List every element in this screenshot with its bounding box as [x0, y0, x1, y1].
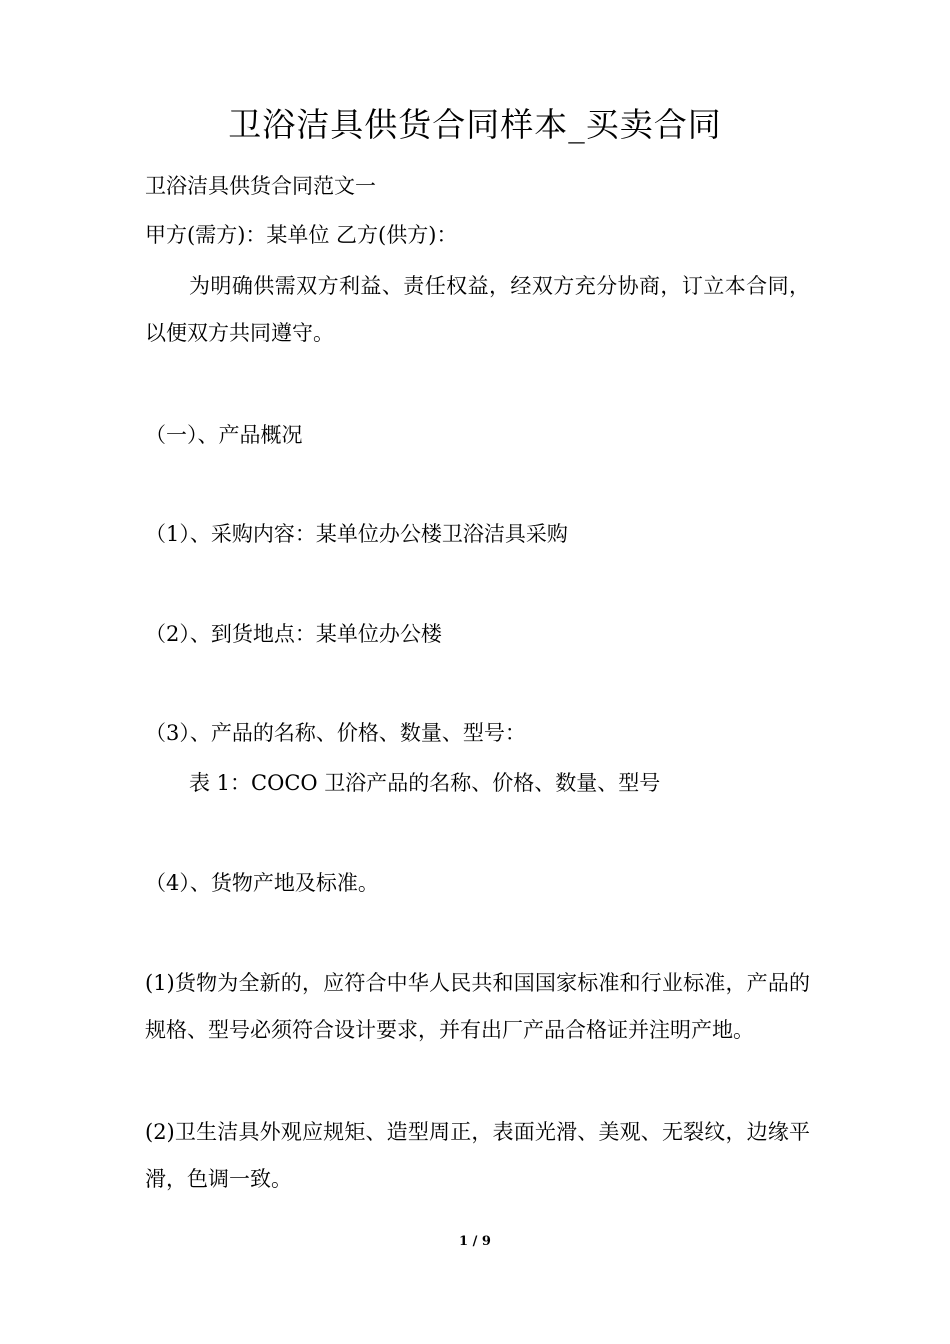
parties-line: 甲方(需方)：某单位 乙方(供方)：	[145, 223, 458, 247]
clause-new-goods: (1)货物为全新的，应符合中华人民共和国国家标准和行业标准，产品的规格、型号必须符合设计要求，并有出厂产品合格证并注明产地。	[145, 971, 810, 1042]
document-subtitle: 卫浴洁具供货合同范文一	[145, 174, 376, 198]
item-purchase-content: （1）、采购内容：某单位办公楼卫浴洁具采购	[145, 522, 568, 546]
document-title: 卫浴洁具供货合同样本_买卖合同	[228, 105, 722, 144]
item-delivery-location: （2）、到货地点：某单位办公楼	[145, 622, 442, 646]
clause-appearance: (2)卫生洁具外观应规矩、造型周正，表面光滑、美观、无裂纹，边缘平滑，色调一致。	[145, 1120, 810, 1191]
table-caption: 表 1：COCO 卫浴产品的名称、价格、数量、型号	[189, 771, 661, 795]
intro-paragraph: 为明确供需双方利益、责任权益，经双方充分协商，订立本合同，以便双方共同遵守。	[145, 274, 810, 345]
page-indicator: 1 / 9	[459, 1234, 491, 1249]
section-heading-overview: （一）、产品概况	[145, 423, 303, 447]
item-origin-standards: （4）、货物产地及标准。	[145, 871, 379, 895]
item-product-details: （3）、产品的名称、价格、数量、型号：	[145, 721, 526, 745]
